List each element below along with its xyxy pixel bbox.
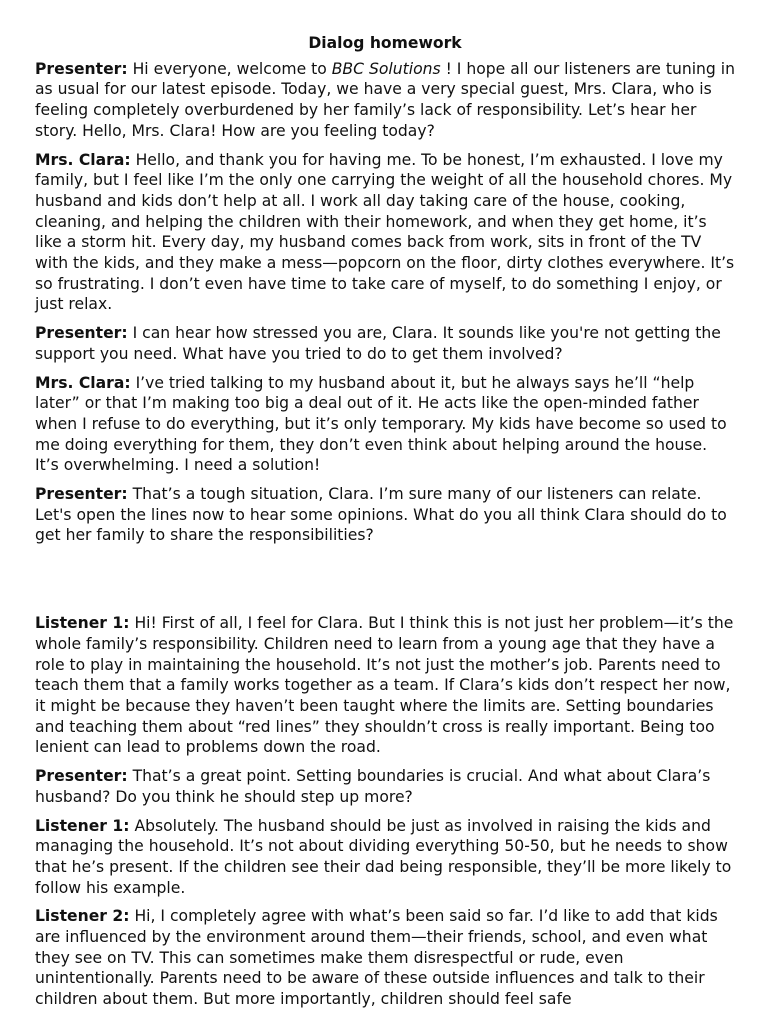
dialog-text: Hi! First of all, I feel for Clara. But I think this is not just her problem—it’s the whole family’s responsibility. Children need to learn from a young age that they have a role to play in maintaining the household. It’s not just the mother’s job. Parents need to teach them that a family works together as a team. If Clara’s kids don’t respect her now, it might be because they haven’t been taught where the limits are. Setting boundaries and teaching them about “red lines” they shouldn’t cross is really important. Being too lenient can lead to problems down the road. — [35, 614, 734, 757]
speaker-label: Presenter: — [35, 485, 128, 504]
dialog-text: Hi everyone, welcome to — [127, 59, 332, 78]
dialog-turn — [35, 484, 735, 546]
speaker-label: Mrs. Clara: — [35, 150, 131, 169]
speaker-label: Mrs. Clara: — [35, 373, 131, 392]
show-name: BBC Solutions — [331, 59, 441, 78]
speaker-label: Presenter: — [35, 59, 128, 78]
dialog-text: Hello, and thank you for having me. To be honest, I’m exhausted. I love my family, but I feel like I’m the only one carrying the weight of all the household chores. My husband and kids don’t help at all. I work all day taking care of the house, cooking, cleaning, and helping the children with their homework, and when they get home, it’s like a storm hit. Every day, my husband comes back from work, sits in front of the TV with the kids, and they make a mess—popcorn on the floor, dirty clothes everywhere. It’s so frustrating. I don’t even have time to take care of myself, to do something I enjoy, or just relax. — [35, 150, 735, 314]
dialog-turn — [35, 150, 735, 316]
dialog-text: That’s a tough situation, Clara. I’m sure many of our listeners can relate. Let's open the lines now to hear some opinions. What do you all think Clara should do to get her family to share the responsibilities? — [35, 485, 727, 545]
document-page — [35, 33, 735, 1018]
dialog-text: I’ve tried talking to my husband about it, but he always says he’ll “help later” or that I’m making too big a deal out of it. He acts like the open-minded father when I refuse to do everything, but it’s only temporary. My kids have become so used to me doing everything for them, they don’t even think about helping around the house. It’s overwhelming. I need a solution! — [35, 373, 727, 475]
dialog-turn — [35, 816, 735, 899]
speaker-label: Listener 2: — [35, 907, 130, 926]
dialog-text: Absolutely. The husband should be just as involved in raising the kids and managing the household. It’s not about dividing everything 50-50, but he needs to show that he’s present. If the children see their dad being responsible, they’ll be more likely to follow his example. — [35, 816, 732, 897]
section-spacer — [35, 554, 735, 613]
speaker-label: Listener 1: — [35, 816, 130, 835]
dialog-text: That’s a great point. Setting boundaries is crucial. And what about Clara’s husband? Do you think he should step up more? — [35, 767, 711, 806]
dialog-turn — [35, 613, 735, 758]
dialog-turn — [35, 59, 735, 142]
speaker-label: Presenter: — [35, 324, 128, 343]
dialog-turn — [35, 906, 735, 1010]
dialog-text: ! I hope all our listeners are tuning in as usual for our latest episode. Today, we have a very special guest, Mrs. Clara, who is feeling completely overburdened by her family’s lack of responsibility. Let’s hear her story. Hello, Mrs. Clara! How are you feeling today? — [35, 59, 735, 140]
dialog-text: Hi, I completely agree with what’s been said so far. I’d like to add that kids are influenced by the environment around them—their friends, school, and even what they see on TV. This can sometimes make them disrespectful or rude, even unintentionally. Parents need to be aware of these outside influences and talk to their children about them. But more importantly, children should feel safe — [35, 907, 718, 1009]
speaker-label: Presenter: — [35, 767, 128, 786]
document-title: Dialog homework — [308, 34, 462, 52]
dialog-text: I can hear how stressed you are, Clara. It sounds like you're not getting the support you need. What have you tried to do to get them involved? — [35, 324, 721, 363]
dialog-turn — [35, 766, 735, 807]
dialog-turn — [35, 373, 735, 477]
speaker-label: Listener 1: — [35, 614, 130, 633]
dialog-turn — [35, 323, 735, 364]
